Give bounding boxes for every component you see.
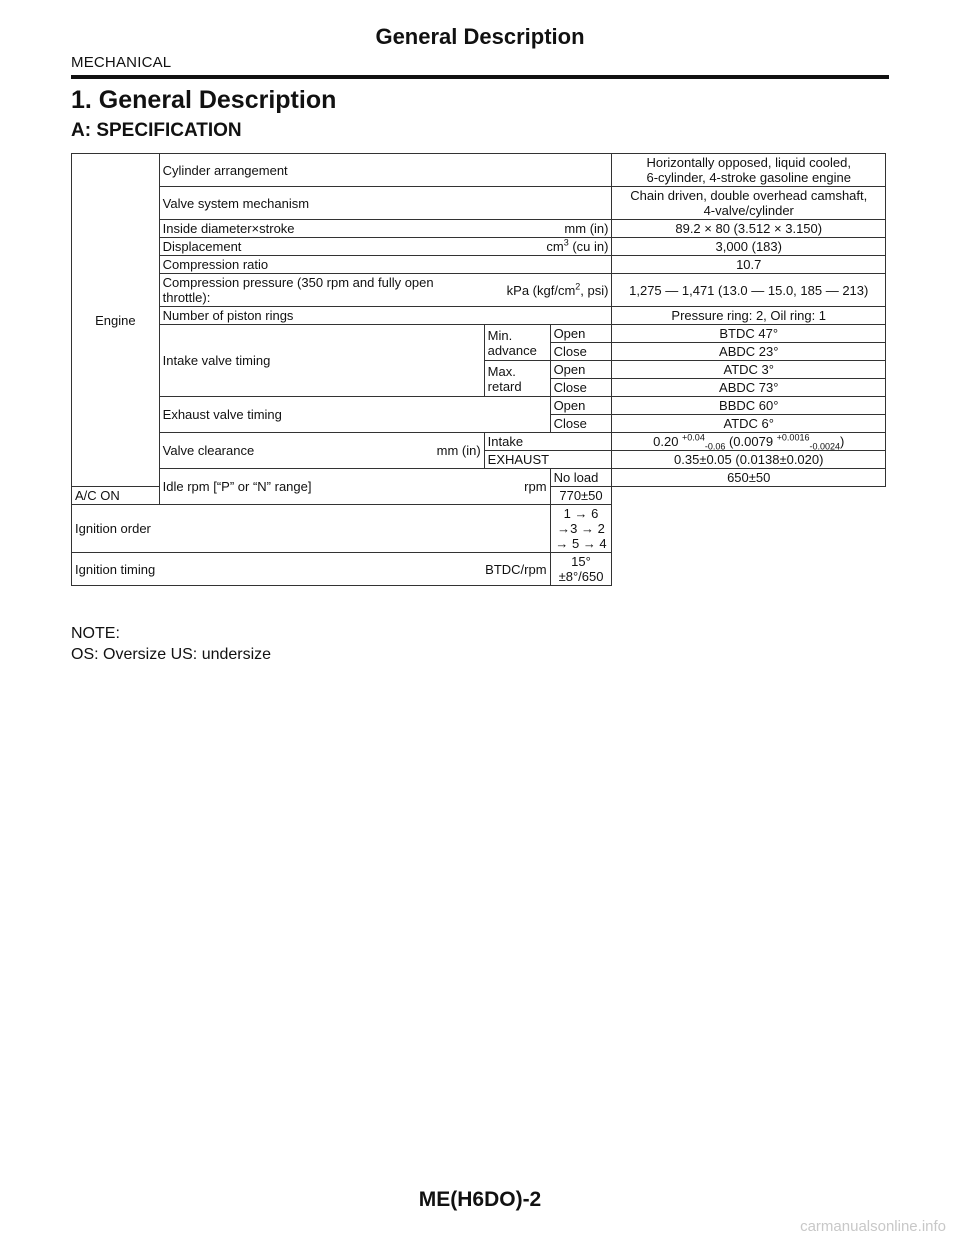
compression-ratio-value: 10.7 [612,256,886,274]
table-row [72,220,886,238]
intake-timing-label: Intake valve timing [159,325,484,397]
displacement-unit: $cm^3$ (cu in) [546,237,609,254]
note-block [71,623,271,665]
min-advance-label: Min. advance [484,325,550,361]
idle-rpm-label: Idle rpm [“P” or “N” range] [162,479,312,494]
valve-system-line1: Chain driven, double overhead camshaft, [630,188,868,203]
bore-stroke-label: Inside diameter×stroke [162,221,295,236]
max-retard-close-value: ABDC 73° [612,379,886,397]
table-row [72,238,886,256]
table-row [72,469,886,487]
specification-table [71,153,886,586]
bore-stroke-value: 89.2 × 80 (3.512 × 3.150) [612,220,886,238]
valve-clearance-exhaust-label: EXHAUST [484,451,612,469]
table-row [72,553,886,586]
valve-system-line2: 4-valve/cylinder [703,203,794,218]
idle-no-load-label: No load [550,469,612,487]
idle-rpm-unit: rpm [524,479,547,494]
valve-system-label: Valve system mechanism [159,187,612,220]
ignition-timing-value: 15°±8°/650 [550,553,612,586]
valve-clearance-exhaust-value: 0.35±0.05 (0.0138±0.020) [612,451,886,469]
ignition-order-value: 1 → 6 →3 → 2 → 5 → 4 [550,505,612,553]
exhaust-open-label: Open [550,397,612,415]
cylinder-arrangement-label: Cylinder arrangement [159,154,612,187]
ignition-timing-label-cell [72,553,551,586]
idle-no-load-value: 650±50 [612,469,886,487]
page-header-title: General Description [375,24,585,49]
max-retard-open-value: ATDC 3° [612,361,886,379]
valve-clearance-label: Valve clearance [162,443,255,458]
page-number: ME(H6DO)-2 [418,1188,542,1211]
table-row [72,187,886,220]
table-row [72,325,886,343]
bore-stroke-unit: mm (in) [564,221,609,236]
header-divider [71,75,889,79]
min-advance-open-label: Open [550,325,612,343]
valve-clearance-intake-label: Intake [484,433,612,451]
max-retard-open-label: Open [550,361,612,379]
table-row [72,256,886,274]
subsection-heading: A: SPECIFICATION [71,120,242,141]
watermark: carmanualsonline.info [800,1218,946,1235]
bore-stroke-label-cell [159,220,612,238]
displacement-value: 3,000 (183) [612,238,886,256]
exhaust-open-value: BBDC 60° [612,397,886,415]
cylinder-arrangement-line2: 6-cylinder, 4-stroke gasoline engine [646,170,851,185]
cylinder-arrangement-value [612,154,886,187]
exhaust-close-label: Close [550,415,612,433]
engine-group-cell: Engine [72,154,160,487]
table-row [72,307,886,325]
compression-pressure-label: Compression pressure (350 rpm and fully open throttle): [162,275,434,305]
table-row [72,154,886,187]
table-row [72,505,886,553]
idle-ac-on-value: 770±50 [550,487,612,505]
exhaust-close-value: ATDC 6° [612,415,886,433]
displacement-label: Displacement [162,239,242,254]
compression-ratio-label: Compression ratio [159,256,612,274]
compression-pressure-label-cell [159,274,612,307]
ignition-order-label: Ignition order [72,505,551,553]
piston-rings-value: Pressure ring: 2, Oil ring: 1 [612,307,886,325]
displacement-label-cell [159,238,612,256]
valve-clearance-intake-value: 0.20 $^{+0.04}_{-0.06}$ (0.0079 $^{+0.0016}_{-0.0024}$) [612,433,886,451]
min-advance-open-value: BTDC 47° [612,325,886,343]
table-row [72,274,886,307]
ignition-timing-label: Ignition timing [75,561,156,577]
compression-pressure-value: 1,275 — 1,471 (13.0 — 15.0, 185 — 213) [612,274,886,307]
note-text: OS: Oversize US: undersize [71,646,272,663]
valve-clearance-label-cell [159,433,484,469]
cylinder-arrangement-line1: Horizontally opposed, liquid cooled, [646,155,851,170]
compression-pressure-unit: kPa ($kgf/cm^2$, psi) [506,281,609,298]
ignition-timing-unit: BTDC/rpm [485,561,547,577]
table-row [72,433,886,451]
min-advance-close-value: ABDC 23° [612,343,886,361]
max-retard-label: Max. retard [484,361,550,397]
valve-clearance-unit: mm (in) [436,443,481,458]
exhaust-timing-label: Exhaust valve timing [159,397,550,433]
idle-rpm-label-cell [159,469,550,505]
section-label: MECHANICAL [71,54,172,71]
note-title: NOTE: [71,625,120,642]
valve-system-value [612,187,886,220]
idle-ac-on-label: A/C ON [72,487,160,505]
chapter-heading: 1. General Description [71,86,337,114]
max-retard-close-label: Close [550,379,612,397]
min-advance-close-label: Close [550,343,612,361]
table-row [72,397,886,415]
piston-rings-label: Number of piston rings [159,307,612,325]
